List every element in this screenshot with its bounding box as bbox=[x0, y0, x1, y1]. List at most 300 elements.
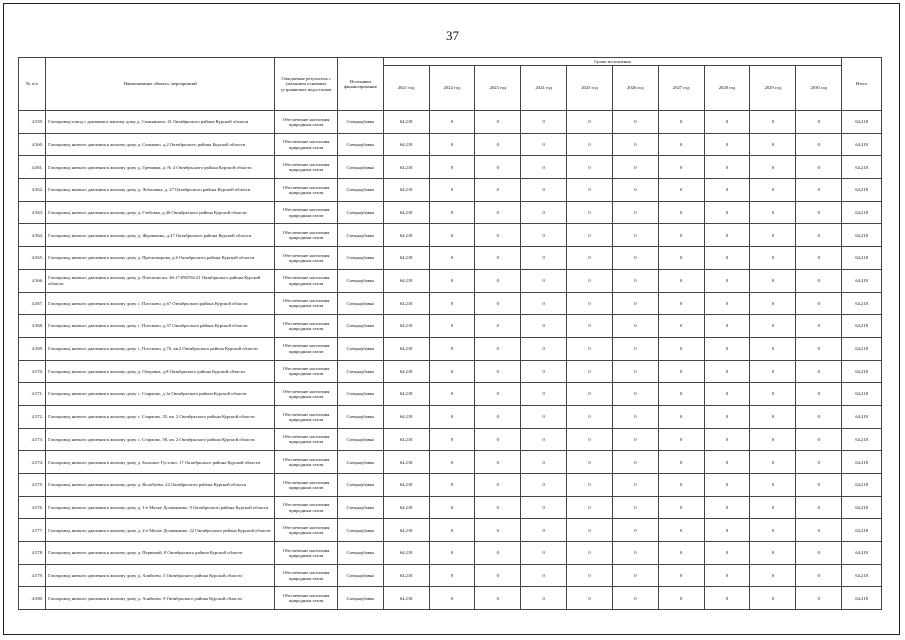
year-value: 0 bbox=[567, 564, 613, 587]
year-value: 0 bbox=[796, 496, 842, 519]
year-value: 0 bbox=[796, 519, 842, 542]
header-year: 2028 год bbox=[704, 66, 750, 111]
year-value: 0 bbox=[612, 156, 658, 179]
year-value: 0 bbox=[521, 292, 567, 315]
year-value: 0 bbox=[567, 292, 613, 315]
year-value: 0 bbox=[704, 519, 750, 542]
year-value: 0 bbox=[658, 428, 704, 451]
header-num: № п/п bbox=[19, 58, 46, 111]
expected-result: Обеспечение населения природным газом bbox=[275, 360, 338, 383]
year-value: 0 bbox=[658, 247, 704, 270]
year-value: 0 bbox=[429, 405, 475, 428]
year-value: 0 bbox=[796, 451, 842, 474]
year-value: 0 bbox=[612, 428, 658, 451]
expected-result: Обеспечение населения природным газом bbox=[275, 292, 338, 315]
year-value: 0 bbox=[796, 133, 842, 156]
year-value: 0 bbox=[429, 542, 475, 565]
table-row bbox=[19, 474, 882, 497]
table-header bbox=[19, 58, 882, 111]
year-value: 64,218 bbox=[383, 451, 429, 474]
year-value: 0 bbox=[475, 519, 521, 542]
row-total: 64,218 bbox=[842, 564, 882, 587]
year-value: 0 bbox=[658, 587, 704, 610]
year-value: 0 bbox=[521, 247, 567, 270]
year-value: 0 bbox=[429, 337, 475, 360]
row-number: 4.574. bbox=[19, 451, 46, 474]
year-value: 0 bbox=[796, 179, 842, 202]
year-value: 0 bbox=[796, 292, 842, 315]
year-value: 0 bbox=[429, 496, 475, 519]
year-value: 0 bbox=[658, 315, 704, 338]
object-name: Газопровод низкого давления к жилому дому д. Первомай, 8 Октябрьского района Курской области bbox=[46, 542, 275, 565]
row-total: 64,218 bbox=[842, 360, 882, 383]
row-number: 4.569. bbox=[19, 337, 46, 360]
year-value: 0 bbox=[750, 587, 796, 610]
row-number: 4.565. bbox=[19, 247, 46, 270]
year-value: 0 bbox=[521, 383, 567, 406]
year-value: 0 bbox=[475, 201, 521, 224]
year-value: 0 bbox=[612, 405, 658, 428]
year-value: 0 bbox=[750, 360, 796, 383]
row-number: 4.573. bbox=[19, 428, 46, 451]
row-total: 64,218 bbox=[842, 451, 882, 474]
row-number: 4.580. bbox=[19, 587, 46, 610]
year-value: 0 bbox=[704, 269, 750, 292]
table-row bbox=[19, 451, 882, 474]
year-value: 0 bbox=[521, 474, 567, 497]
year-value: 0 bbox=[796, 247, 842, 270]
year-value: 0 bbox=[567, 519, 613, 542]
year-value: 0 bbox=[567, 474, 613, 497]
row-total: 64,218 bbox=[842, 587, 882, 610]
year-value: 64,218 bbox=[383, 179, 429, 202]
table-row bbox=[19, 247, 882, 270]
year-value: 0 bbox=[475, 383, 521, 406]
year-value: 0 bbox=[704, 428, 750, 451]
table-row bbox=[19, 111, 882, 134]
expected-result: Обеспечение населения природным газом bbox=[275, 496, 338, 519]
row-total: 64,218 bbox=[842, 405, 882, 428]
header-source: Источники финансирования bbox=[337, 58, 383, 111]
year-value: 0 bbox=[475, 542, 521, 565]
year-value: 0 bbox=[612, 587, 658, 610]
table-row bbox=[19, 542, 882, 565]
year-value: 0 bbox=[658, 383, 704, 406]
row-total: 64,218 bbox=[842, 292, 882, 315]
table-row bbox=[19, 337, 882, 360]
year-value: 0 bbox=[612, 111, 658, 134]
table-row bbox=[19, 519, 882, 542]
year-value: 0 bbox=[612, 247, 658, 270]
year-value: 0 bbox=[475, 292, 521, 315]
year-value: 0 bbox=[429, 564, 475, 587]
year-value: 0 bbox=[796, 224, 842, 247]
expected-result: Обеспечение населения природным газом bbox=[275, 451, 338, 474]
year-value: 0 bbox=[658, 405, 704, 428]
funding-source: Спецнадбавка bbox=[337, 133, 383, 156]
year-value: 0 bbox=[521, 451, 567, 474]
year-value: 0 bbox=[796, 201, 842, 224]
row-total: 64,218 bbox=[842, 156, 882, 179]
expected-result: Обеспечение населения природным газом bbox=[275, 224, 338, 247]
year-value: 0 bbox=[429, 224, 475, 247]
year-value: 0 bbox=[429, 383, 475, 406]
year-value: 0 bbox=[796, 337, 842, 360]
year-value: 64,218 bbox=[383, 156, 429, 179]
year-value: 0 bbox=[612, 179, 658, 202]
header-year: 2026 год bbox=[612, 66, 658, 111]
year-value: 0 bbox=[612, 224, 658, 247]
row-number: 4.572. bbox=[19, 405, 46, 428]
row-number: 4.561. bbox=[19, 156, 46, 179]
row-number: 4.563. bbox=[19, 201, 46, 224]
year-value: 0 bbox=[704, 337, 750, 360]
year-value: 0 bbox=[567, 405, 613, 428]
object-name: Газопровод низкого давления к жилому дому с. Плосково, д.67 Октябрьского района Курской области bbox=[46, 292, 275, 315]
year-value: 0 bbox=[521, 315, 567, 338]
row-number: 4.564. bbox=[19, 224, 46, 247]
year-value: 0 bbox=[796, 360, 842, 383]
funding-source: Спецнадбавка bbox=[337, 542, 383, 565]
expected-result: Обеспечение населения природным газом bbox=[275, 519, 338, 542]
expected-result: Обеспечение населения природным газом bbox=[275, 428, 338, 451]
year-value: 0 bbox=[612, 474, 658, 497]
year-value: 64,218 bbox=[383, 360, 429, 383]
year-value: 0 bbox=[521, 428, 567, 451]
year-value: 0 bbox=[429, 179, 475, 202]
year-value: 0 bbox=[429, 156, 475, 179]
year-value: 0 bbox=[567, 542, 613, 565]
expected-result: Обеспечение населения природным газом bbox=[275, 587, 338, 610]
year-value: 0 bbox=[796, 315, 842, 338]
header-name: Наименование объекта, мероприятий bbox=[46, 58, 275, 111]
year-value: 0 bbox=[521, 156, 567, 179]
year-value: 0 bbox=[567, 383, 613, 406]
funding-source: Спецнадбавка bbox=[337, 224, 383, 247]
year-value: 0 bbox=[429, 587, 475, 610]
expected-result: Обеспечение населения природным газом bbox=[275, 315, 338, 338]
year-value: 0 bbox=[704, 247, 750, 270]
object-name: Газопровод низкого давления к жилому дому д. Сеньково, д.2 Октябрьского района Курской области bbox=[46, 133, 275, 156]
year-value: 0 bbox=[612, 383, 658, 406]
year-value: 0 bbox=[475, 111, 521, 134]
object-name: Газопровод низкого давления к жилому дому д. Плосково кн. 46:17:090704:21 Октябрьского района Курской области bbox=[46, 269, 275, 292]
year-value: 0 bbox=[567, 201, 613, 224]
table-row bbox=[19, 405, 882, 428]
object-name: Газопровод низкого давления к жилому дому д. Большое Густомо, 17 Октябрьского района Курской области bbox=[46, 451, 275, 474]
funding-source: Спецнадбавка bbox=[337, 519, 383, 542]
year-value: 0 bbox=[658, 179, 704, 202]
header-year: 2021 год bbox=[383, 66, 429, 111]
row-number: 4.562. bbox=[19, 179, 46, 202]
year-value: 0 bbox=[704, 224, 750, 247]
funding-source: Спецнадбавка bbox=[337, 247, 383, 270]
year-value: 0 bbox=[704, 111, 750, 134]
year-value: 0 bbox=[567, 587, 613, 610]
funding-source: Спецнадбавка bbox=[337, 337, 383, 360]
row-number: 4.566. bbox=[19, 269, 46, 292]
year-value: 0 bbox=[521, 360, 567, 383]
year-value: 0 bbox=[704, 451, 750, 474]
year-value: 0 bbox=[796, 405, 842, 428]
row-total: 64,218 bbox=[842, 474, 882, 497]
object-name: Газопровод-отвод с давления к жилому дому д. Сахнянских, 41 Октябрьского района Курской области bbox=[46, 111, 275, 134]
year-value: 0 bbox=[521, 224, 567, 247]
row-total: 64,218 bbox=[842, 337, 882, 360]
year-value: 0 bbox=[475, 428, 521, 451]
year-value: 0 bbox=[521, 111, 567, 134]
year-value: 0 bbox=[750, 156, 796, 179]
row-total: 64,218 bbox=[842, 111, 882, 134]
expected-result: Обеспечение населения природным газом bbox=[275, 405, 338, 428]
year-value: 0 bbox=[796, 428, 842, 451]
year-value: 0 bbox=[612, 337, 658, 360]
year-value: 0 bbox=[521, 269, 567, 292]
expected-result: Обеспечение населения природным газом bbox=[275, 542, 338, 565]
program-table bbox=[18, 57, 882, 610]
year-value: 0 bbox=[750, 451, 796, 474]
table-row bbox=[19, 224, 882, 247]
year-value: 0 bbox=[567, 179, 613, 202]
year-value: 64,218 bbox=[383, 269, 429, 292]
year-value: 0 bbox=[704, 496, 750, 519]
object-name: Газопровод низкого давления к жилому дому д. Журавлино, д.27 Октябрьского района Курской области bbox=[46, 224, 275, 247]
object-name: Газопровод низкого давления к жилому дому д. Волобуево, 22 Октябрьского района Курской области bbox=[46, 474, 275, 497]
object-name: Газопровод низкого давления к жилому дому д. Гремячка, д. № 4 Октябрьского района Курской области bbox=[46, 156, 275, 179]
year-value: 0 bbox=[750, 474, 796, 497]
year-value: 0 bbox=[704, 179, 750, 202]
row-total: 64,218 bbox=[842, 383, 882, 406]
funding-source: Спецнадбавка bbox=[337, 451, 383, 474]
year-value: 64,218 bbox=[383, 496, 429, 519]
row-number: 4.576. bbox=[19, 496, 46, 519]
year-value: 0 bbox=[521, 201, 567, 224]
year-value: 0 bbox=[750, 428, 796, 451]
year-value: 0 bbox=[612, 133, 658, 156]
year-value: 0 bbox=[567, 428, 613, 451]
object-name: Газопровод низкого давления к жилому дому д. 2-е Малое Долженково, 22 Октябрьского района Курской области bbox=[46, 519, 275, 542]
row-number: 4.578. bbox=[19, 542, 46, 565]
object-name: Газопровод низкого давления к жилому дому д. 1-е Малое Долженково, 9 Октябрьского района Курской области bbox=[46, 496, 275, 519]
year-value: 0 bbox=[750, 564, 796, 587]
year-value: 0 bbox=[704, 360, 750, 383]
year-value: 0 bbox=[567, 360, 613, 383]
year-value: 0 bbox=[475, 451, 521, 474]
year-value: 0 bbox=[704, 587, 750, 610]
table-row bbox=[19, 201, 882, 224]
funding-source: Спецнадбавка bbox=[337, 292, 383, 315]
row-number: 4.570. bbox=[19, 360, 46, 383]
year-value: 64,218 bbox=[383, 133, 429, 156]
table-row bbox=[19, 269, 882, 292]
year-value: 0 bbox=[429, 360, 475, 383]
funding-source: Спецнадбавка bbox=[337, 474, 383, 497]
year-value: 0 bbox=[704, 292, 750, 315]
year-value: 0 bbox=[796, 564, 842, 587]
page-number: 37 bbox=[446, 28, 459, 43]
funding-source: Спецнадбавка bbox=[337, 496, 383, 519]
funding-source: Спецнадбавка bbox=[337, 360, 383, 383]
year-value: 0 bbox=[612, 201, 658, 224]
year-value: 0 bbox=[612, 496, 658, 519]
row-number: 4.571. bbox=[19, 383, 46, 406]
funding-source: Спецнадбавка bbox=[337, 564, 383, 587]
expected-result: Обеспечение населения природным газом bbox=[275, 133, 338, 156]
year-value: 0 bbox=[796, 542, 842, 565]
year-value: 0 bbox=[658, 496, 704, 519]
table-row bbox=[19, 496, 882, 519]
year-value: 0 bbox=[796, 269, 842, 292]
year-value: 0 bbox=[475, 564, 521, 587]
year-value: 64,218 bbox=[383, 337, 429, 360]
row-number: 4.559. bbox=[19, 111, 46, 134]
table-row bbox=[19, 587, 882, 610]
row-total: 64,218 bbox=[842, 201, 882, 224]
year-value: 0 bbox=[475, 337, 521, 360]
year-value: 64,218 bbox=[383, 474, 429, 497]
year-value: 64,218 bbox=[383, 224, 429, 247]
year-value: 0 bbox=[658, 337, 704, 360]
header-year: 2025 год bbox=[567, 66, 613, 111]
year-value: 0 bbox=[429, 451, 475, 474]
year-value: 64,218 bbox=[383, 111, 429, 134]
table-row bbox=[19, 315, 882, 338]
funding-source: Спецнадбавка bbox=[337, 428, 383, 451]
year-value: 0 bbox=[429, 247, 475, 270]
year-value: 0 bbox=[704, 474, 750, 497]
header-year: 2024 год bbox=[521, 66, 567, 111]
year-value: 64,218 bbox=[383, 201, 429, 224]
row-number: 4.575. bbox=[19, 474, 46, 497]
header-result: Ожидаемые результаты с указанием основных устраняемых недостатков bbox=[275, 58, 338, 111]
year-value: 0 bbox=[567, 224, 613, 247]
year-value: 0 bbox=[475, 156, 521, 179]
year-value: 0 bbox=[521, 519, 567, 542]
year-value: 64,218 bbox=[383, 292, 429, 315]
funding-source: Спецнадбавка bbox=[337, 201, 383, 224]
year-value: 0 bbox=[750, 133, 796, 156]
year-value: 0 bbox=[750, 269, 796, 292]
year-value: 0 bbox=[658, 224, 704, 247]
expected-result: Обеспечение населения природным газом bbox=[275, 564, 338, 587]
year-value: 0 bbox=[475, 587, 521, 610]
object-name: Газопровод низкого давления к жилому дому д. Алябьево, 9 Октябрьского района Курской области bbox=[46, 587, 275, 610]
year-value: 0 bbox=[750, 337, 796, 360]
year-value: 0 bbox=[429, 315, 475, 338]
object-name: Газопровод низкого давления к жилому дому с. Старково, 35, кв. 2 Октябрьского района Курской области bbox=[46, 405, 275, 428]
year-value: 0 bbox=[567, 133, 613, 156]
expected-result: Обеспечение населения природным газом bbox=[275, 156, 338, 179]
year-value: 64,218 bbox=[383, 247, 429, 270]
header-total: Итого bbox=[842, 58, 882, 111]
year-value: 0 bbox=[612, 542, 658, 565]
year-value: 0 bbox=[475, 269, 521, 292]
year-value: 0 bbox=[429, 519, 475, 542]
year-value: 0 bbox=[567, 247, 613, 270]
year-value: 0 bbox=[658, 133, 704, 156]
year-value: 0 bbox=[750, 201, 796, 224]
header-year: 2029 год bbox=[750, 66, 796, 111]
row-number: 4.568. bbox=[19, 315, 46, 338]
funding-source: Спецнадбавка bbox=[337, 383, 383, 406]
year-value: 0 bbox=[612, 360, 658, 383]
year-value: 0 bbox=[658, 292, 704, 315]
table-row bbox=[19, 133, 882, 156]
year-value: 0 bbox=[475, 315, 521, 338]
year-value: 0 bbox=[750, 247, 796, 270]
expected-result: Обеспечение населения природным газом bbox=[275, 179, 338, 202]
year-value: 0 bbox=[704, 201, 750, 224]
year-value: 0 bbox=[612, 292, 658, 315]
year-value: 0 bbox=[658, 564, 704, 587]
year-value: 0 bbox=[658, 269, 704, 292]
expected-result: Обеспечение населения природным газом bbox=[275, 383, 338, 406]
expected-result: Обеспечение населения природным газом bbox=[275, 474, 338, 497]
funding-source: Спецнадбавка bbox=[337, 587, 383, 610]
row-total: 64,218 bbox=[842, 315, 882, 338]
year-value: 0 bbox=[658, 451, 704, 474]
year-value: 0 bbox=[521, 405, 567, 428]
row-total: 64,218 bbox=[842, 269, 882, 292]
year-value: 0 bbox=[567, 496, 613, 519]
table-row bbox=[19, 360, 882, 383]
year-value: 0 bbox=[475, 405, 521, 428]
year-value: 0 bbox=[704, 156, 750, 179]
object-name: Газопровод низкого давления к жилому дому с. Старково, д.1а Октябрьского района Курской области bbox=[46, 383, 275, 406]
funding-source: Спецнадбавка bbox=[337, 405, 383, 428]
year-value: 0 bbox=[750, 179, 796, 202]
year-value: 0 bbox=[475, 496, 521, 519]
year-value: 0 bbox=[567, 156, 613, 179]
year-value: 0 bbox=[750, 496, 796, 519]
year-value: 0 bbox=[704, 383, 750, 406]
year-value: 0 bbox=[796, 111, 842, 134]
object-name: Газопровод низкого давления к жилому дому д. Преснокорова, д.6 Октябрьского района Курской области bbox=[46, 247, 275, 270]
object-name: Газопровод низкого давления к жилому дому д. Алябьево, 3 Октябрьского района Курской области bbox=[46, 564, 275, 587]
year-value: 64,218 bbox=[383, 519, 429, 542]
year-value: 0 bbox=[429, 428, 475, 451]
row-total: 64,218 bbox=[842, 496, 882, 519]
year-value: 0 bbox=[612, 451, 658, 474]
table-row bbox=[19, 179, 882, 202]
year-value: 0 bbox=[429, 133, 475, 156]
row-total: 64,218 bbox=[842, 133, 882, 156]
year-value: 0 bbox=[567, 315, 613, 338]
funding-source: Спецнадбавка bbox=[337, 179, 383, 202]
object-name: Газопровод низкого давления к жилому дому с. Старково, 58, кв. 2 Октябрьского района Курской области bbox=[46, 428, 275, 451]
year-value: 0 bbox=[750, 111, 796, 134]
year-value: 0 bbox=[750, 224, 796, 247]
year-value: 0 bbox=[429, 201, 475, 224]
year-value: 0 bbox=[704, 564, 750, 587]
year-value: 0 bbox=[750, 383, 796, 406]
year-value: 64,218 bbox=[383, 564, 429, 587]
year-value: 0 bbox=[475, 360, 521, 383]
year-value: 0 bbox=[567, 451, 613, 474]
year-value: 64,218 bbox=[383, 587, 429, 610]
header-year: 2027 год bbox=[658, 66, 704, 111]
funding-source: Спецнадбавка bbox=[337, 156, 383, 179]
row-number: 4.579. bbox=[19, 564, 46, 587]
row-total: 64,218 bbox=[842, 428, 882, 451]
expected-result: Обеспечение населения природным газом bbox=[275, 269, 338, 292]
header-year: 2023 год bbox=[475, 66, 521, 111]
year-value: 0 bbox=[475, 474, 521, 497]
year-value: 0 bbox=[750, 519, 796, 542]
year-value: 0 bbox=[750, 542, 796, 565]
year-value: 0 bbox=[567, 111, 613, 134]
year-value: 0 bbox=[429, 111, 475, 134]
